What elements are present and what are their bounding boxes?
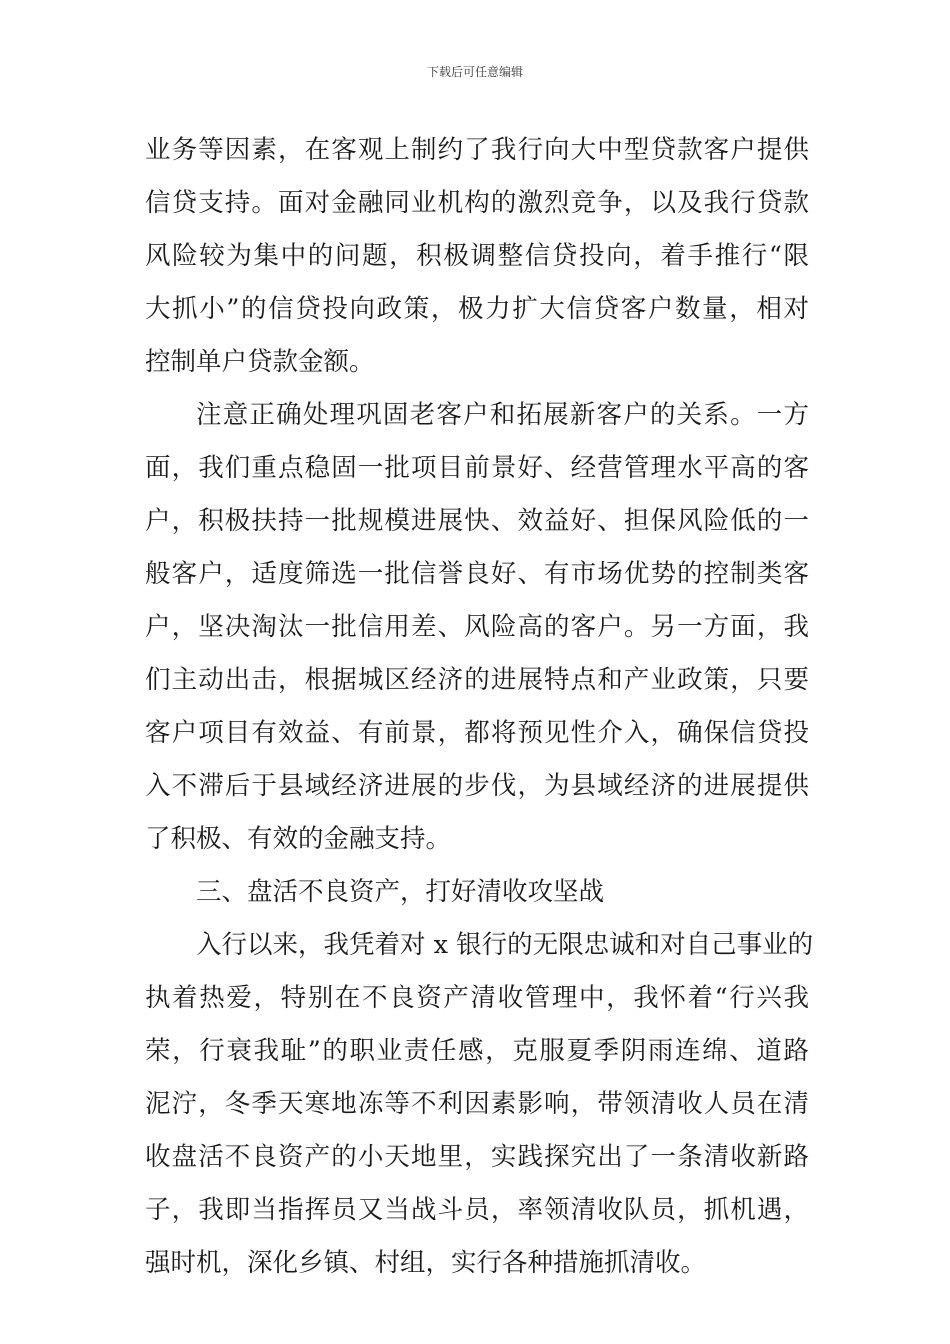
text-line: 控制单户贷款金额。 <box>145 347 375 377</box>
text-line: 大抓小”的信贷投向政策，极力扩大信贷客户数量，相对 <box>145 294 809 324</box>
text-line: 风险较为集中的问题，积极调整信贷投向，着手推行“限 <box>145 241 809 271</box>
paragraph <box>145 919 814 1290</box>
text-line: 业务等因素，在客观上制约了我行向大中型贷款客户提供 <box>145 135 809 165</box>
text-line: 子，我即当指挥员又当战斗员，率领清收队员，抓机遇， <box>145 1195 809 1225</box>
text-line: 收盘活不良资产的小天地里，实践探究出了一条清收新路 <box>145 1142 809 1172</box>
paragraph <box>145 124 809 389</box>
document-body <box>145 124 814 1290</box>
text-line: 信贷支持。面对金融同业机构的激烈竞争，以及我行贷款 <box>145 188 809 218</box>
text-line: 户，坚决淘汰一批信用差、风险高的客户。另一方面，我 <box>145 612 809 642</box>
text-line: 般客户，适度筛选一批信誉良好、有市场优势的控制类客 <box>145 559 809 589</box>
text-line: 执着热爱，特别在不良资产清收管理中，我怀着“行兴我 <box>145 983 809 1013</box>
text-line: 强时机，深化乡镇、村组，实行各种措施抓清收。 <box>145 1248 707 1278</box>
section-heading <box>145 866 809 919</box>
text-line: 户，积极扶持一批规模进展快、效益好、担保风险低的一 <box>145 506 809 536</box>
text-line: 荣，行衰我耻”的职业责任感，克服夏季阴雨连绵、道路 <box>145 1036 809 1066</box>
text-line: 客户项目有效益、有前景，都将预见性介入，确保信贷投 <box>145 718 809 748</box>
text-line: 了积极、有效的金融支持。 <box>145 824 452 854</box>
paragraph <box>145 389 809 866</box>
text-line: 们主动出击，根据城区经济的进展特点和产业政策，只要 <box>145 665 809 695</box>
text-line: 面，我们重点稳固一批项目前景好、经营管理水平高的客 <box>145 453 809 483</box>
text-line: 入行以来，我凭着对 x 银行的无限忠诚和对自己事业的 <box>196 930 814 960</box>
text-line: 注意正确处理巩固老客户和拓展新客户的关系。一方 <box>196 400 809 430</box>
text-line: 三、盘活不良资产，打好清收攻坚战 <box>196 877 605 907</box>
text-line: 入不滞后于县域经济进展的步伐，为县域经济的进展提供 <box>145 771 809 801</box>
text-line: 泥泞，冬季天寒地冻等不利因素影响，带领清收人员在清 <box>145 1089 809 1119</box>
page-header: 下载后可任意编辑 <box>426 65 523 79</box>
